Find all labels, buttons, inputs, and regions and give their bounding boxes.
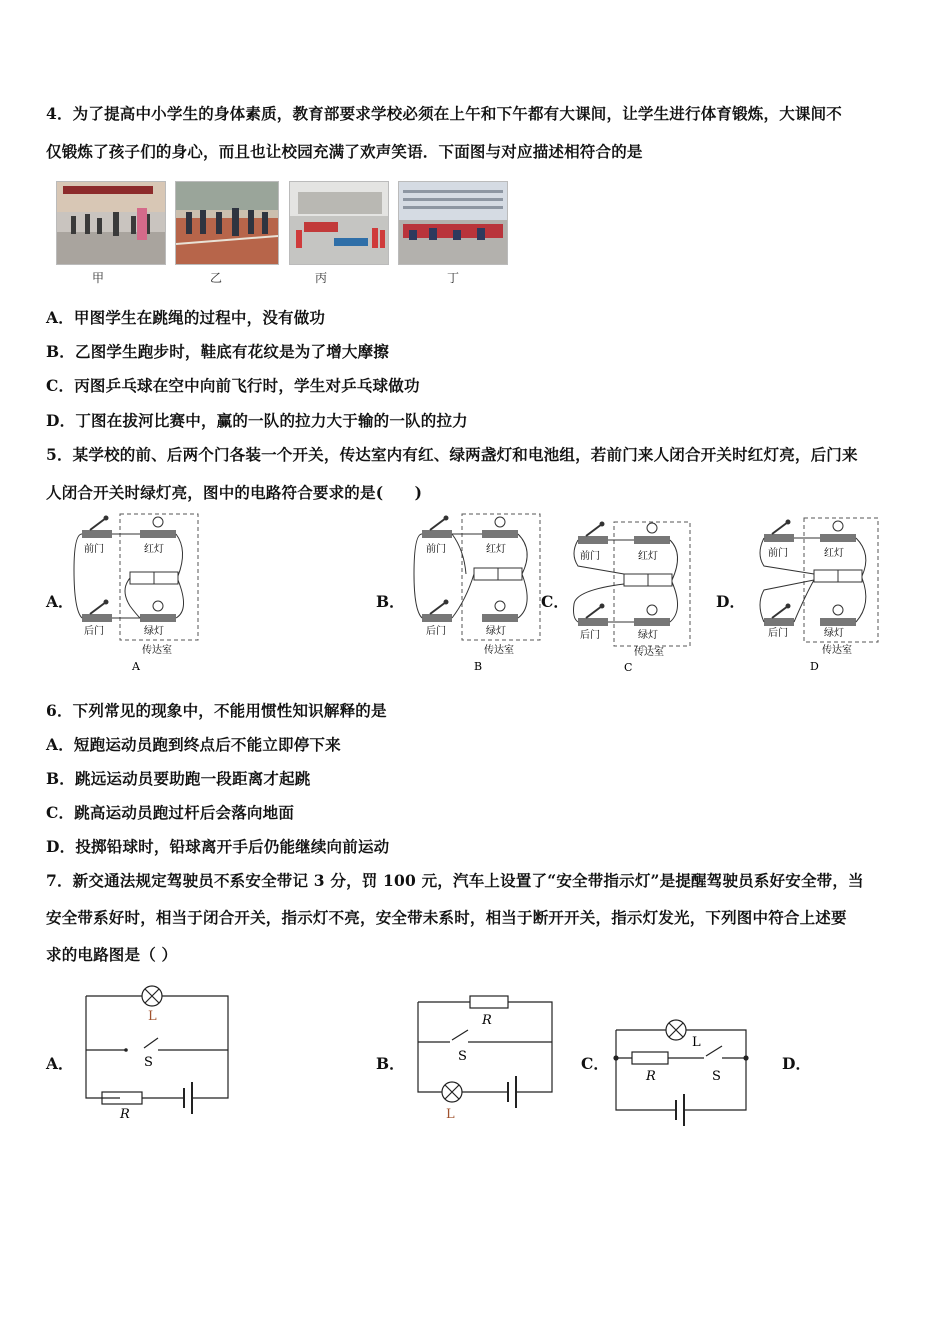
back-switch [764,604,794,627]
switch-label: S [458,1049,467,1064]
photo-yi [175,181,279,265]
resistor-label: R [120,1107,130,1122]
room-label: 传达室 [822,645,852,656]
q7-circuit-a [80,982,236,1122]
battery [130,572,178,584]
q5-stem-line2: 人闭合开关时绿灯亮，图中的电路符合要求的是( ) [46,483,423,502]
q5-option-c-label: C． [541,592,569,611]
diagram-letter: A [132,660,140,673]
green-lamp [140,601,176,622]
caption-bing: 丙 [315,271,328,285]
battery [814,570,862,582]
red-lamp-label: 红灯 [144,544,164,555]
lamp-label: L [446,1107,455,1122]
q4-option-b: B．乙图学生跑步时，鞋底有花纹是为了增大摩擦 [46,342,390,361]
q4-option-d: D．丁图在拔河比赛中，赢的一队的拉力大于输的一队的拉力 [46,411,468,430]
q7-stem-line2: 安全带系好时，相当于闭合开关，指示灯不亮，安全带未系时，相当于断开开关，指示灯发光，下列图中符合上述要 [46,908,847,927]
red-lamp-label: 红灯 [638,551,658,562]
switch-contact [124,1048,128,1052]
resistor-label: R [646,1069,656,1084]
resistor-label: R [482,1013,492,1028]
q5-diagram-c [566,514,702,676]
junction-right [743,1055,748,1060]
photo-bing [289,181,389,265]
diagram-letter: C [624,661,633,674]
q7-stem-line3: 求的电路图是（ ） [46,945,178,964]
green-lamp [820,605,856,626]
back-switch [82,600,112,623]
front-switch [578,522,608,545]
diagram-letter: B [474,660,483,673]
q4-option-c: C．丙图乒乓球在空中向前飞行时，学生对乒乓球做功 [46,376,420,395]
back-door-label: 后门 [768,628,788,639]
q4-option-a: A．甲图学生在跳绳的过程中，没有做功 [46,308,326,327]
room-label: 传达室 [142,645,172,656]
green-lamp [634,605,670,626]
green-lamp-label: 绿灯 [144,626,164,637]
q7-option-d-label: D． [782,1054,811,1073]
red-lamp-label: 红灯 [824,548,844,559]
green-lamp-label: 绿灯 [486,626,506,637]
q7-circuit-b [412,990,560,1122]
front-door-label: 前门 [426,544,446,555]
front-switch [764,520,794,543]
q5-diagram-b [410,510,546,676]
q6-stem: 6．下列常见的现象中，不能用惯性知识解释的是 [46,701,387,720]
q5-option-a-label: A． [46,592,74,611]
switch-label: S [712,1069,721,1084]
front-door-label: 前门 [580,551,600,562]
q6-option-b: B．跳远运动员要助跑一段距离才起跳 [46,769,311,788]
q6-option-a: A．短跑运动员跑到终点后不能立即停下来 [46,735,341,754]
q5-diagram-d [752,514,888,676]
q5-option-d-label: D． [716,592,745,611]
front-switch [422,516,452,539]
red-lamp [634,523,670,544]
back-switch [422,600,452,623]
caption-yi: 乙 [210,271,223,285]
room-label: 传达室 [484,645,514,656]
photo-jia [56,181,166,265]
q4-stem-line1: 4．为了提高中小学生的身体素质，教育部要求学校必须在上午和下午都有大课间，让学生进行体育锻炼，大课间不 [46,104,842,123]
diagram-letter: D [810,660,819,673]
q4-stem-line2: 仅锻炼了孩子们的身心，而且也让校园充满了欢声笑语．下面图与对应描述相符合的是 [46,142,643,161]
green-lamp-label: 绿灯 [638,630,658,641]
lamp-label: L [692,1035,701,1050]
front-door-label: 前门 [84,544,104,555]
front-door-label: 前门 [768,548,788,559]
red-lamp [482,517,518,538]
red-lamp [140,517,176,538]
green-lamp [482,601,518,622]
front-switch [82,516,112,539]
red-lamp [820,521,856,542]
q5-stem-line1: 5．某学校的前、后两个门各装一个开关，传达室内有红、绿两盏灯和电池组，若前门来人闭合开关时红灯亮，后门来 [46,445,858,464]
room-label: 传达室 [634,647,664,658]
photo-ding [398,181,508,265]
q5-option-b-label: B． [376,592,405,611]
photo-yi-image [176,182,278,264]
photo-ding-image [399,182,507,264]
q7-option-c-label: C． [581,1054,609,1073]
back-door-label: 后门 [580,630,600,641]
back-switch [578,604,608,627]
q7-circuit-c [608,1014,756,1126]
photo-bing-image [290,182,388,264]
red-lamp-label: 红灯 [486,544,506,555]
q7-option-b-label: B． [376,1054,405,1073]
green-lamp-label: 绿灯 [824,628,844,639]
caption-ding: 丁 [447,271,460,285]
q6-option-c: C．跳高运动员跑过杆后会落向地面 [46,803,295,822]
junction-left [613,1055,618,1060]
q7-stem-line1: 7．新交通法规定驾驶员不系安全带记 3 分，罚 100 元，汽车上设置了“安全带指示灯”是提醒驾驶员系好安全带，当 [46,871,864,890]
switch-label: S [144,1055,153,1070]
q6-option-d: D．投掷铅球时，铅球离开手后仍能继续向前运动 [46,837,390,856]
lamp-label: L [148,1009,157,1024]
back-door-label: 后门 [84,626,104,637]
battery [474,568,522,580]
photo-jia-image [57,182,165,264]
back-door-label: 后门 [426,626,446,637]
q5-diagram-a [70,510,206,676]
q7-option-a-label: A． [46,1054,74,1073]
battery [624,574,672,586]
caption-jia: 甲 [92,271,105,285]
